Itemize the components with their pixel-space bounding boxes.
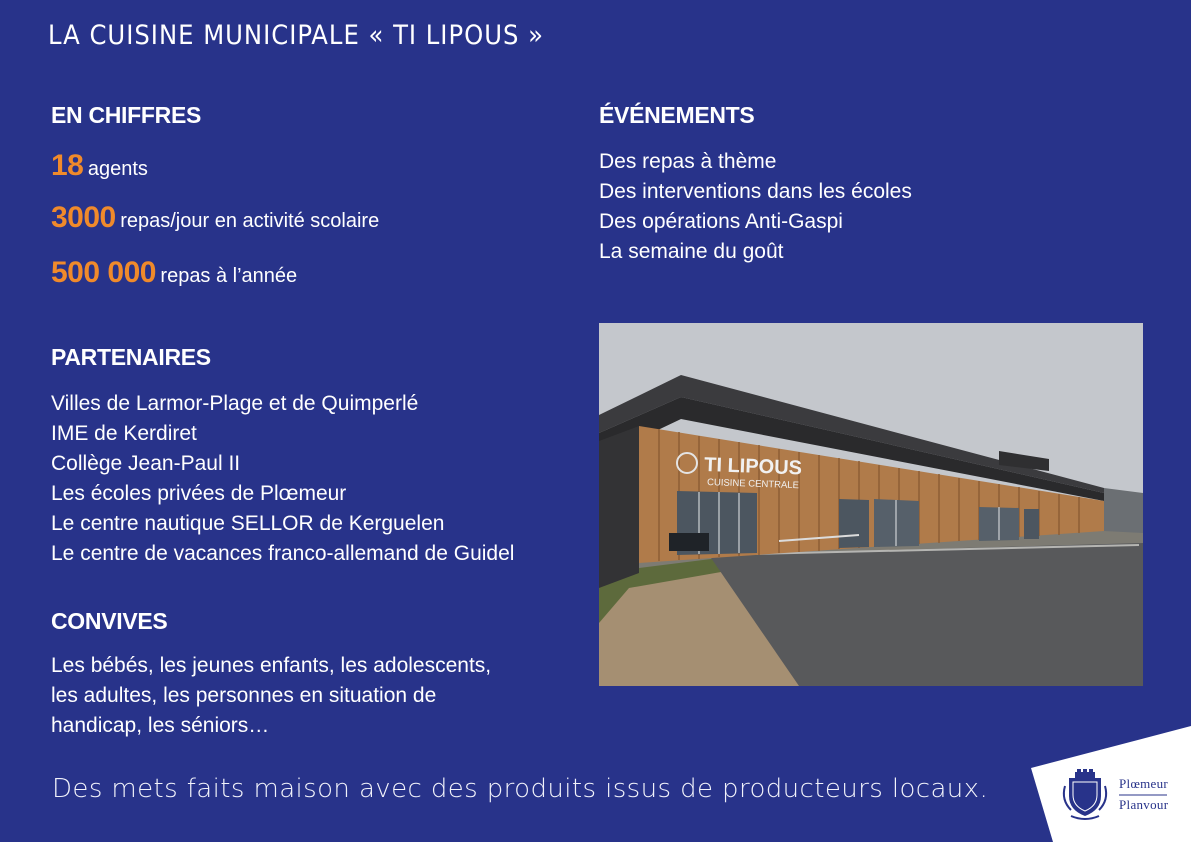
evenements-list	[599, 147, 912, 267]
list-item: Des repas à thème	[599, 150, 777, 173]
text-line: handicap, les séniors…	[51, 714, 270, 737]
logo-line1: Plœmeur	[1119, 776, 1169, 791]
list-item: Villes de Larmor-Plage et de Quimperlé	[51, 392, 419, 415]
evenements-heading: ÉVÉNEMENTS	[599, 102, 755, 128]
partenaires-list	[51, 389, 514, 569]
list-item: IME de Kerdiret	[51, 422, 197, 445]
list-item: Le centre nautique SELLOR de Kerguelen	[51, 512, 445, 535]
stat-label: agents	[87, 158, 148, 180]
building-illustration	[599, 323, 1143, 686]
text-line: Les bébés, les jeunes enfants, les adolescents,	[51, 654, 492, 677]
partenaires-heading: PARTENAIRES	[51, 344, 211, 370]
chiffres-heading: EN CHIFFRES	[51, 102, 202, 128]
list-item: Le centre de vacances franco-allemand de Guidel	[51, 542, 515, 565]
stat-repas-jour	[51, 201, 379, 235]
page-title: LA CUISINE MUNICIPALE « TI LIPOUS »	[48, 20, 545, 51]
stat-number: 500 000	[51, 256, 156, 289]
stat-number: 3000	[51, 201, 116, 234]
convives-text	[51, 651, 491, 741]
list-item: La semaine du goût	[599, 240, 784, 263]
ploemeur-logo	[1031, 726, 1191, 842]
stat-repas-annee	[51, 256, 297, 290]
sign-subtext: CUISINE CENTRALE	[706, 477, 800, 492]
stat-number: 18	[51, 149, 84, 182]
list-item: Des opérations Anti-Gaspi	[599, 210, 843, 233]
convives-heading: CONVIVES	[51, 608, 168, 634]
footer-tagline: Des mets faits maison avec des produits issus de producteurs locaux.	[52, 774, 989, 804]
list-item: Collège Jean-Paul II	[51, 452, 241, 475]
stat-label: repas/jour en activité scolaire	[120, 210, 380, 232]
text-line: les adultes, les personnes en situation de	[51, 684, 437, 707]
list-item: Les écoles privées de Plœmeur	[51, 482, 347, 505]
stat-label: repas à l’année	[160, 265, 298, 287]
logo-line2: Planvour	[1119, 797, 1169, 812]
stat-agents	[51, 149, 148, 183]
list-item: Des interventions dans les écoles	[599, 180, 912, 203]
building-photo	[599, 323, 1143, 686]
sign-text: TI LIPOUS	[703, 454, 803, 480]
